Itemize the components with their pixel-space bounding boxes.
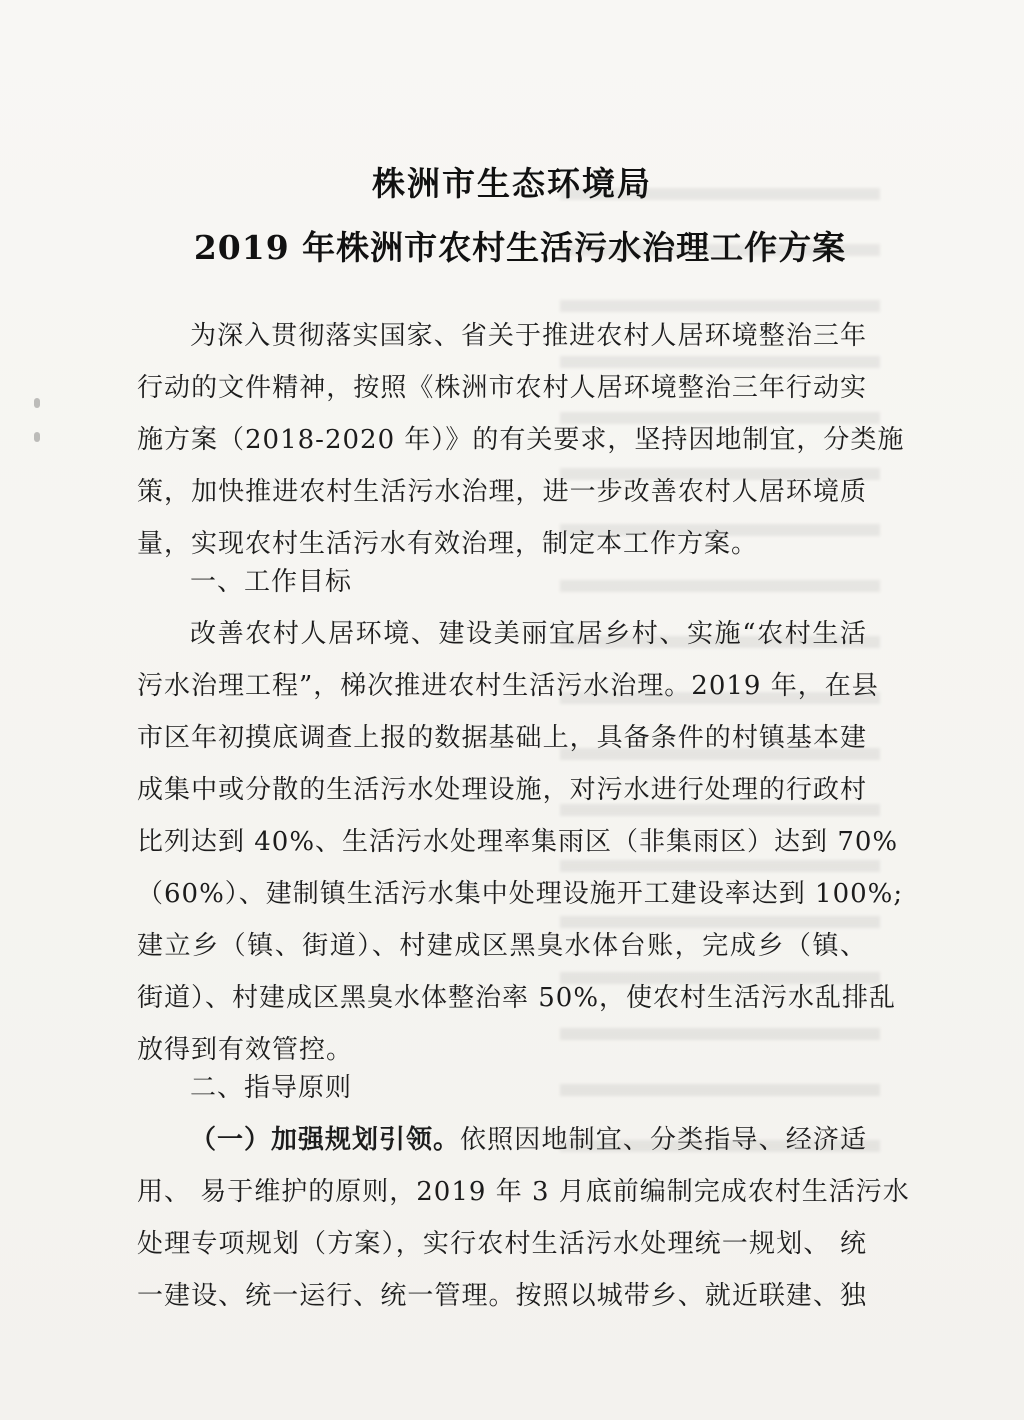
section-heading: 一、工作目标 xyxy=(190,567,353,597)
paragraph-line: 行动的文件精神，按照《株洲市农村人居环境整治三年行动实 xyxy=(137,373,867,403)
paragraph-line: 处理专项规划（方案），实行农村生活污水处理统一规划、 统 xyxy=(137,1229,867,1259)
paragraph-line: 污水治理工程”，梯次推进农村生活污水治理。2019 年，在县 xyxy=(137,671,879,701)
punch-mark xyxy=(34,432,40,442)
document-title: 株洲市生态环境局 xyxy=(372,164,652,203)
section-heading: 二、指导原则 xyxy=(190,1073,353,1103)
document-subtitle: 2019 年株洲市农村生活污水治理工作方案 xyxy=(193,228,847,267)
paragraph-line: 市区年初摸底调查上报的数据基础上，具备条件的村镇基本建 xyxy=(137,723,867,753)
punch-mark xyxy=(34,398,40,408)
paragraph-line: 一建设、统一运行、统一管理。按照以城带乡、就近联建、独 xyxy=(137,1281,867,1311)
paragraph-line: （60%）、建制镇生活污水集中处理设施开工建设率达到 100%; xyxy=(137,879,904,909)
paragraph-text: 依照因地制宜、分类指导、经济适 xyxy=(460,1125,867,1155)
paragraph-line: 成集中或分散的生活污水处理设施，对污水进行处理的行政村 xyxy=(137,775,867,805)
paragraph-line: 街道）、村建成区黑臭水体整治率 50%，使农村生活污水乱排乱 xyxy=(137,983,897,1013)
subsection-lead: （一）加强规划引领。 xyxy=(190,1125,461,1155)
paragraph-line: 放得到有效管控。 xyxy=(137,1035,354,1065)
paragraph-line: 改善农村人居环境、建设美丽宜居乡村、实施“农村生活 xyxy=(190,619,867,649)
paragraph-line: 量，实现农村生活污水有效治理，制定本工作方案。 xyxy=(137,529,759,559)
paragraph-line: 用、 易于维护的原则，2019 年 3 月底前编制完成农村生活污水 xyxy=(137,1177,910,1207)
paragraph-line: 施方案（2018-2020 年）》的有关要求，坚持因地制宜，分类施 xyxy=(137,425,905,455)
paragraph-line xyxy=(190,1122,867,1158)
paragraph-line: 为深入贯彻落实国家、省关于推进农村人居环境整治三年 xyxy=(190,321,867,351)
paragraph-line: 建立乡（镇、街道）、村建成区黑臭水体台账，完成乡（镇、 xyxy=(137,931,867,961)
paragraph-line: 策，加快推进农村生活污水治理，进一步改善农村人居环境质 xyxy=(137,477,867,507)
paragraph-line: 比列达到 40%、生活污水处理率集雨区（非集雨区）达到 70% xyxy=(137,827,899,857)
